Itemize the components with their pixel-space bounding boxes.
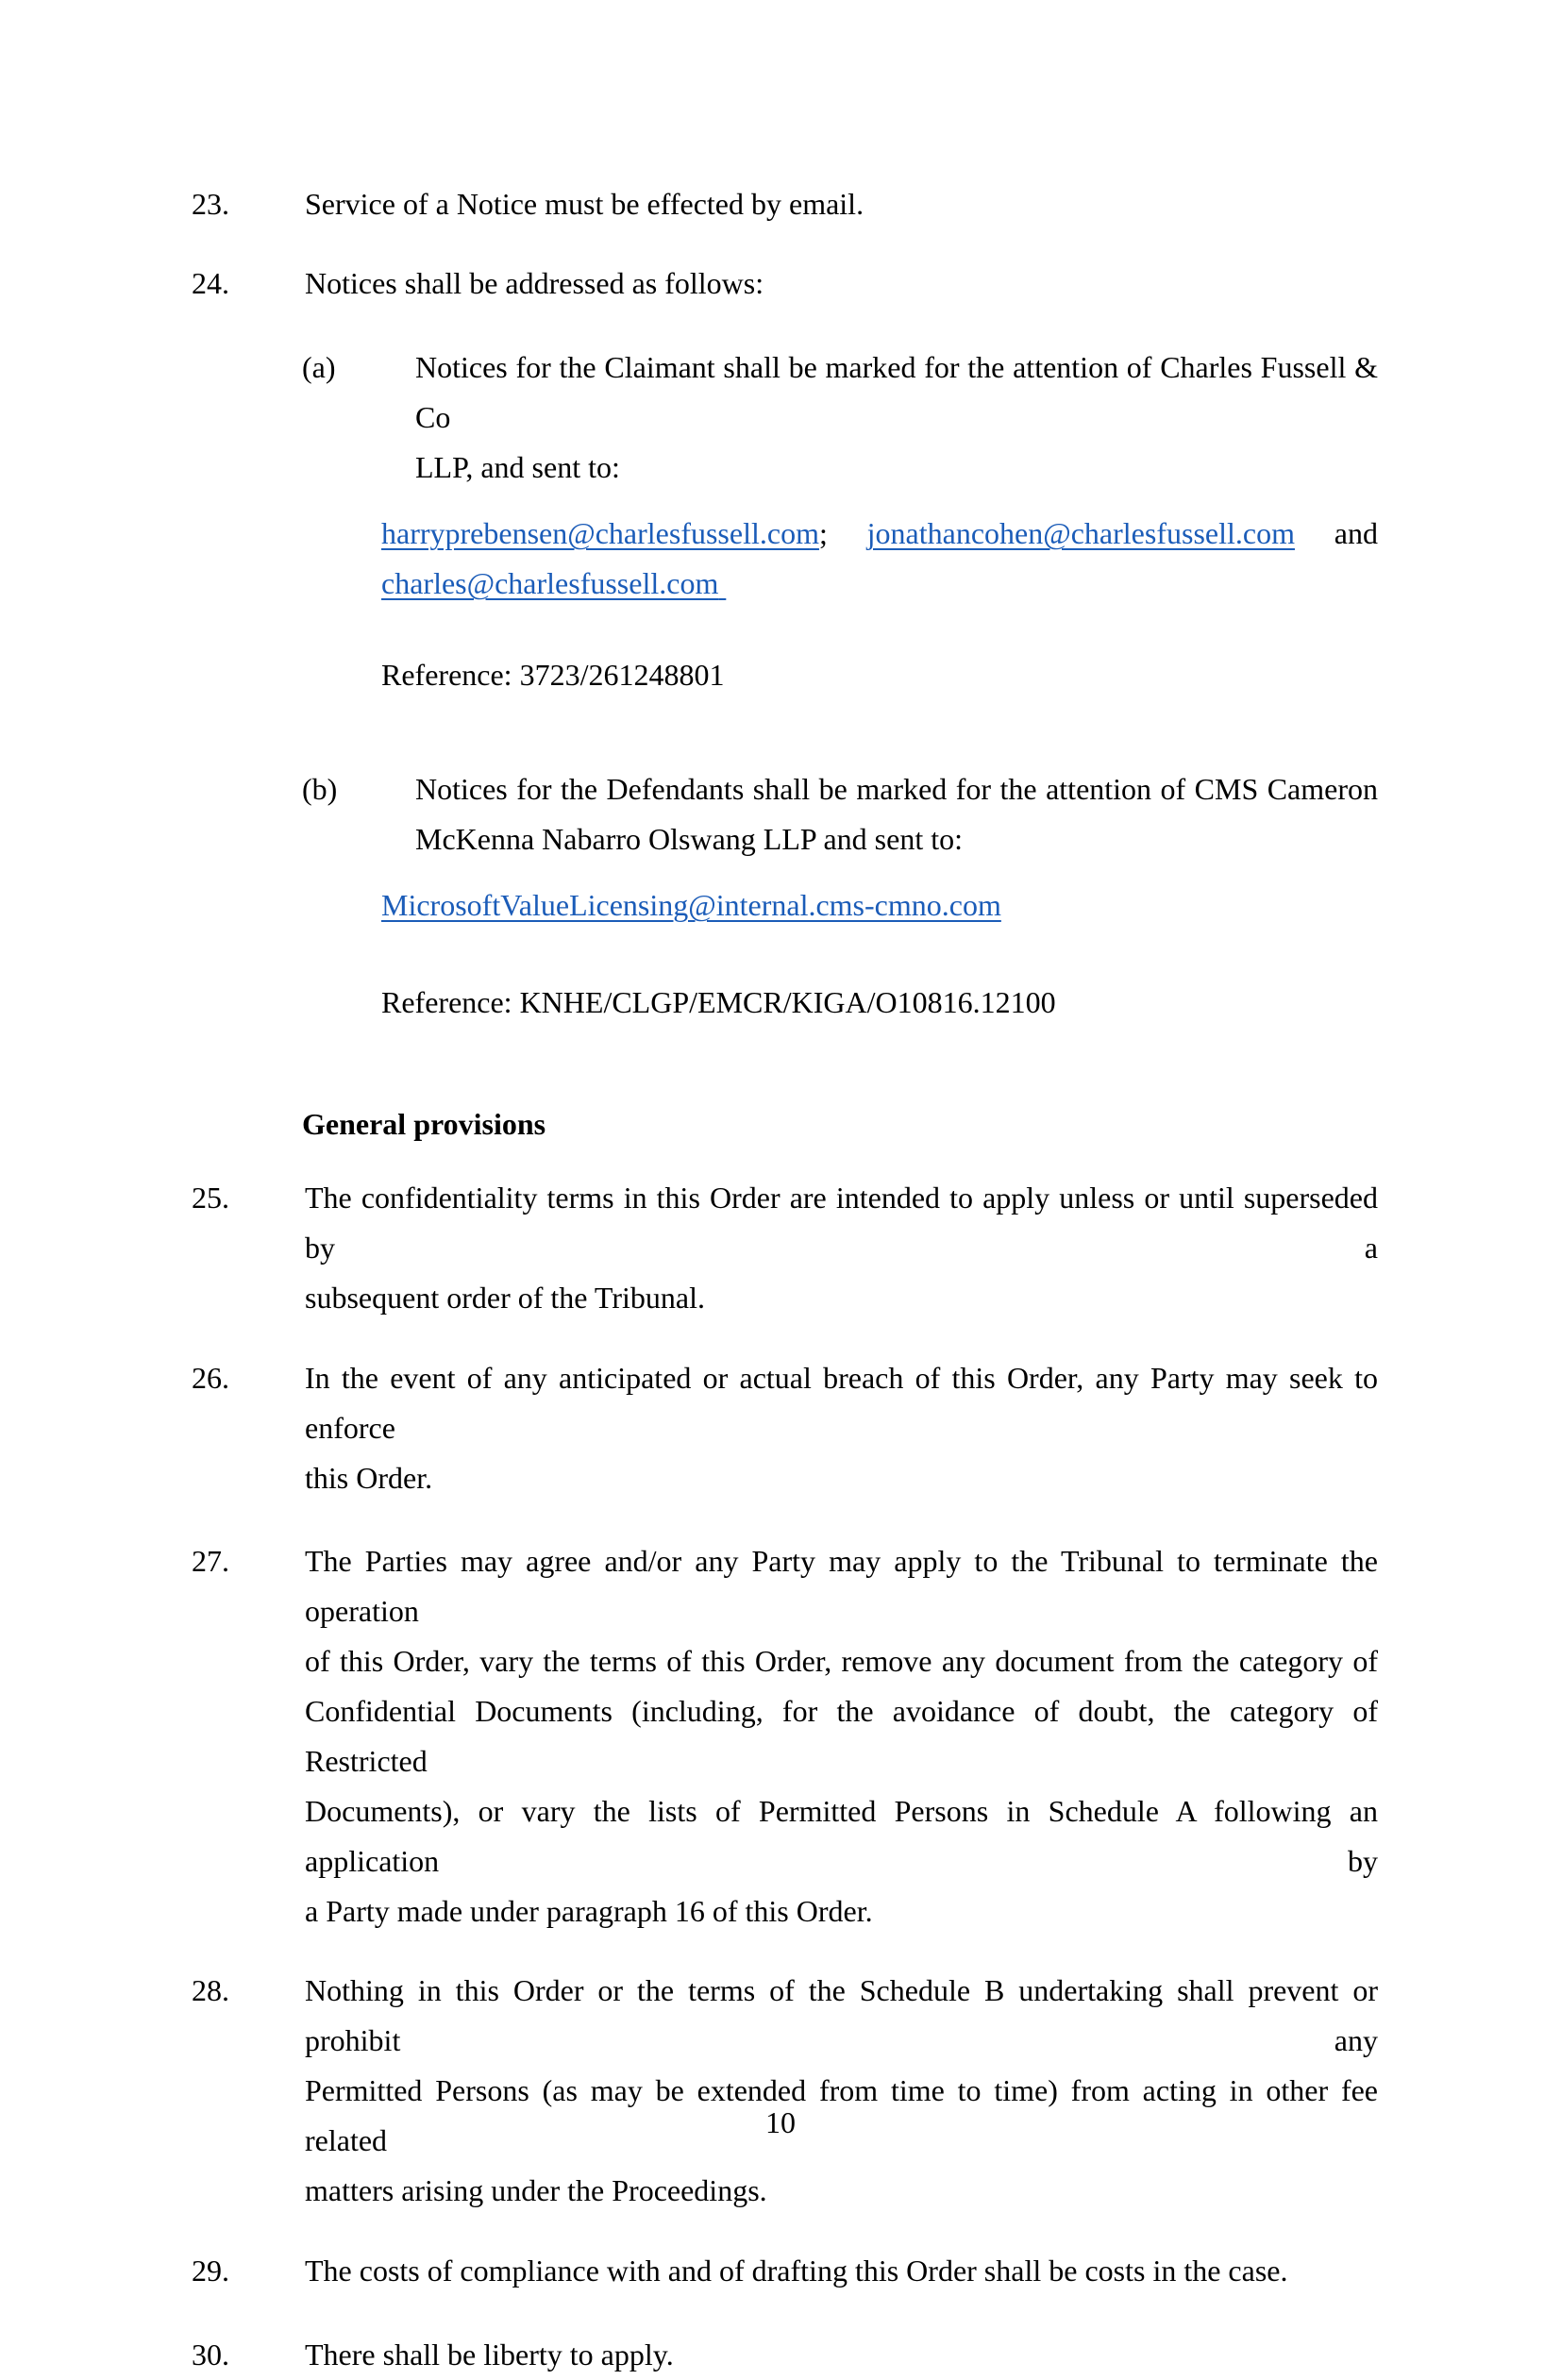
subparagraph-b bbox=[302, 764, 1378, 864]
subparagraph-a-line-2: LLP, and sent to: bbox=[415, 450, 620, 484]
paragraph-27-line-3: Confidential Documents (including, for the avoidance of doubt, the category of Restricted bbox=[305, 1694, 1378, 1778]
subparagraph-b-body bbox=[415, 764, 1378, 864]
paragraph-25-line-1: The confidentiality terms in this Order are intended to apply unless or until superseded by a bbox=[305, 1181, 1378, 1265]
paragraph-27-line-4: Documents), or vary the lists of Permitted Persons in Schedule A following an application by bbox=[305, 1794, 1378, 1878]
subparagraph-b-line-1: Notices for the Defendants shall be marked for the attention of CMS Cameron bbox=[415, 772, 1378, 806]
section-heading-general-provisions: General provisions bbox=[302, 1107, 546, 1141]
paragraph-29-body bbox=[305, 2246, 1378, 2296]
claimant-email-2-link[interactable]: jonathancohen@charlesfussell.com bbox=[866, 516, 1295, 550]
page-number: 10 bbox=[765, 2105, 796, 2139]
paragraph-26-line-1: In the event of any anticipated or actual breach of this Order, any Party may seek to enforce bbox=[305, 1361, 1378, 1445]
paragraph-27-line-1: The Parties may agree and/or any Party may apply to the Tribunal to terminate the operation bbox=[305, 1544, 1378, 1628]
paragraph-27-body bbox=[305, 1536, 1378, 1936]
paragraph-28-body bbox=[305, 1966, 1378, 2216]
paragraph-28-line-2: Permitted Persons (as may be extended from time to time) from acting in other fee related bbox=[305, 2073, 1378, 2157]
paragraph-26-number: 26. bbox=[192, 1361, 229, 1395]
claimant-email-block bbox=[381, 509, 1378, 609]
paragraph-24-text: Notices shall be addressed as follows: bbox=[305, 266, 764, 300]
subparagraph-a bbox=[302, 343, 1378, 493]
claimant-email-3-trailing-space bbox=[718, 566, 726, 600]
paragraph-26-line-2: this Order. bbox=[305, 1461, 433, 1495]
paragraph-30-text: There shall be liberty to apply. bbox=[305, 2338, 674, 2372]
paragraph-27 bbox=[192, 1536, 1378, 1936]
paragraph-26-body bbox=[305, 1353, 1378, 1503]
paragraph-28-line-3: matters arising under the Proceedings. bbox=[305, 2173, 767, 2207]
paragraph-30 bbox=[192, 2330, 1378, 2380]
claimant-email-1-separator: ; bbox=[818, 516, 828, 550]
paragraph-23-number: 23. bbox=[192, 187, 229, 221]
subparagraph-a-body bbox=[415, 343, 1378, 493]
paragraph-28-line-1: Nothing in this Order or the terms of the Schedule B undertaking shall prevent or prohibit any bbox=[305, 1973, 1378, 2057]
defendants-email-block bbox=[381, 880, 1378, 930]
claimant-email-line-1 bbox=[381, 509, 1378, 559]
paragraph-27-number: 27. bbox=[192, 1544, 229, 1578]
paragraph-29 bbox=[192, 2246, 1378, 2296]
subparagraph-a-line-1: Notices for the Claimant shall be marked for the attention of Charles Fussell & Co bbox=[415, 350, 1378, 434]
paragraph-28-number: 28. bbox=[192, 1973, 229, 2007]
page-footer bbox=[0, 2098, 1561, 2148]
subparagraph-b-label: (b) bbox=[302, 772, 338, 806]
paragraph-24-body bbox=[305, 259, 1378, 309]
defendants-reference: Reference: KNHE/CLGP/EMCR/KIGA/O10816.12100 bbox=[381, 985, 1056, 1019]
subparagraph-b-line-2: McKenna Nabarro Olswang LLP and sent to: bbox=[415, 822, 963, 856]
paragraph-30-body bbox=[305, 2330, 1378, 2380]
paragraph-25-body bbox=[305, 1173, 1378, 1323]
claimant-email-3-link[interactable] bbox=[381, 566, 726, 600]
claimant-email-3-text: charles@charlesfussell.com bbox=[381, 566, 719, 600]
claimant-email-1-group bbox=[381, 509, 828, 559]
paragraph-29-text: The costs of compliance with and of drafting this Order shall be costs in the case. bbox=[305, 2254, 1288, 2288]
claimant-email-1-link[interactable]: harryprebensen@charlesfussell.com bbox=[381, 516, 819, 550]
paragraph-27-line-5: a Party made under paragraph 16 of this Order. bbox=[305, 1894, 873, 1928]
defendants-email-link[interactable]: MicrosoftValueLicensing@internal.cms-cmno.com bbox=[381, 888, 1001, 922]
paragraph-23 bbox=[192, 179, 1378, 229]
paragraph-25-number: 25. bbox=[192, 1181, 229, 1215]
paragraph-25-line-2: subsequent order of the Tribunal. bbox=[305, 1281, 705, 1315]
paragraph-24 bbox=[192, 259, 1378, 309]
paragraph-26 bbox=[192, 1353, 1378, 1503]
subparagraph-a-label: (a) bbox=[302, 350, 336, 384]
paragraph-29-number: 29. bbox=[192, 2254, 229, 2288]
paragraph-23-text: Service of a Notice must be effected by email. bbox=[305, 187, 864, 221]
paragraph-30-number: 30. bbox=[192, 2338, 229, 2372]
paragraph-25 bbox=[192, 1173, 1378, 1323]
claimant-email-conjunction: and bbox=[1334, 516, 1378, 550]
paragraph-27-line-2: of this Order, vary the terms of this Order, remove any document from the category of bbox=[305, 1644, 1378, 1678]
document-content bbox=[192, 179, 1378, 2380]
claimant-email-line-2 bbox=[381, 559, 1378, 609]
paragraph-28 bbox=[192, 1966, 1378, 2216]
claimant-reference: Reference: 3723/261248801 bbox=[381, 658, 725, 692]
paragraph-23-body bbox=[305, 179, 1378, 229]
paragraph-24-number: 24. bbox=[192, 266, 229, 300]
